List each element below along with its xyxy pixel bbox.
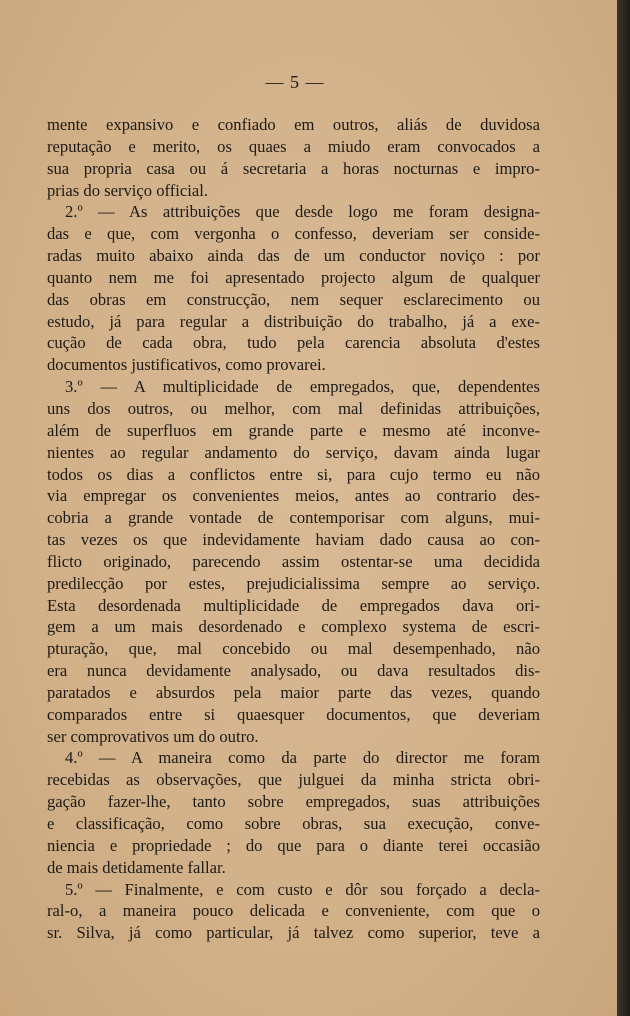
text-line: reputação e merito, os quaes a miudo eram convocados a: [47, 136, 540, 156]
text-line: estudo, já para regular a distribuição do trabalho, já a exe-: [47, 311, 540, 331]
book-edge: [617, 0, 630, 1016]
text-line: flicto originado, parecendo assim ostentar-se uma decidida: [47, 551, 540, 571]
text-line: era nunca devidamente analysado, ou dava resultados dis-: [47, 661, 540, 681]
text-line: comparados entre si quaesquer documentos, que deveriam: [47, 704, 540, 724]
text-line: das e que, com vergonha o confesso, deveriam ser conside-: [47, 224, 540, 244]
text-line: tas vezes os que indevidamente haviam dado causa ao con-: [47, 530, 540, 550]
text-line: sua propria casa ou á secretaria a horas nocturnas e impro-: [47, 158, 540, 178]
text-line: Esta desordenada multiplicidade de empregados dava ori-: [47, 595, 540, 615]
text-line: via empregar os convenientes meios, antes ao contrario des-: [47, 486, 540, 506]
text-line: pturação, que, mal concebido ou mal desempenhado, não: [47, 639, 540, 659]
text-line: 2.º — As attribuições que desde logo me foram designa-: [65, 202, 540, 222]
page-number: — 5 —: [265, 72, 325, 92]
text-line: quanto nem me foi apresentado projecto algum de qualquer: [47, 267, 540, 287]
body-text: [47, 114, 540, 944]
text-line: nientes ao regular andamento do serviço, davam ainda lugar: [47, 442, 540, 462]
text-line: de mais detidamente fallar.: [47, 857, 226, 877]
text-line: uns dos outros, ou melhor, com mal definidas attribuições,: [47, 398, 540, 418]
text-line: recebidas as observações, que julguei da minha stricta obri-: [47, 770, 540, 790]
text-line: gação fazer-lhe, tanto sobre empregados, suas attribuições: [47, 792, 540, 812]
text-line: 5.º — Finalmente, e com custo e dôr sou forçado a decla-: [65, 879, 540, 899]
text-line: cobria a grande vontade de contemporisar com alguns, mui-: [47, 508, 540, 528]
text-line: paratados e absurdos pela maior parte das vezes, quando: [47, 682, 540, 702]
text-line: niencia e propriedade ; do que para o diante terei occasião: [47, 835, 540, 855]
text-line: 3.º — A multiplicidade de empregados, que, dependentes: [65, 377, 540, 397]
text-line: prias do serviço official.: [47, 180, 208, 200]
text-line: além de superfluos em grande parte e mesmo até inconve-: [47, 420, 540, 440]
paragraph-block: [47, 114, 540, 944]
text-line: radas muito abaixo ainda das de um conductor noviço : por: [47, 246, 540, 266]
text-line: das obras em construcção, nem sequer esclarecimento ou: [47, 289, 540, 309]
text-line: ser comprovativos um do outro.: [47, 726, 259, 746]
text-line: predilecção por estes, prejudicialissima sempre ao serviço.: [47, 573, 540, 593]
text-line: gem a um mais desordenado e complexo systema de escri-: [47, 617, 540, 637]
text-line: todos os dias a conflictos entre si, para cujo termo eu não: [47, 464, 540, 484]
text-line: cução de cada obra, tudo pela carencia absoluta d'estes: [47, 333, 540, 353]
text-line: mente expansivo e confiado em outros, aliás de duvidosa: [47, 115, 540, 134]
text-line: sr. Silva, já como particular, já talvez como superior, teve a: [47, 923, 540, 943]
text-line: ral-o, a maneira pouco delicada e conveniente, com que o: [47, 901, 540, 921]
text-line: e classificação, como sobre obras, sua execução, conve-: [47, 814, 540, 833]
text-line: documentos justificativos, como provarei.: [47, 355, 326, 375]
text-line: 4.º — A maneira como da parte do director me foram: [65, 748, 540, 768]
